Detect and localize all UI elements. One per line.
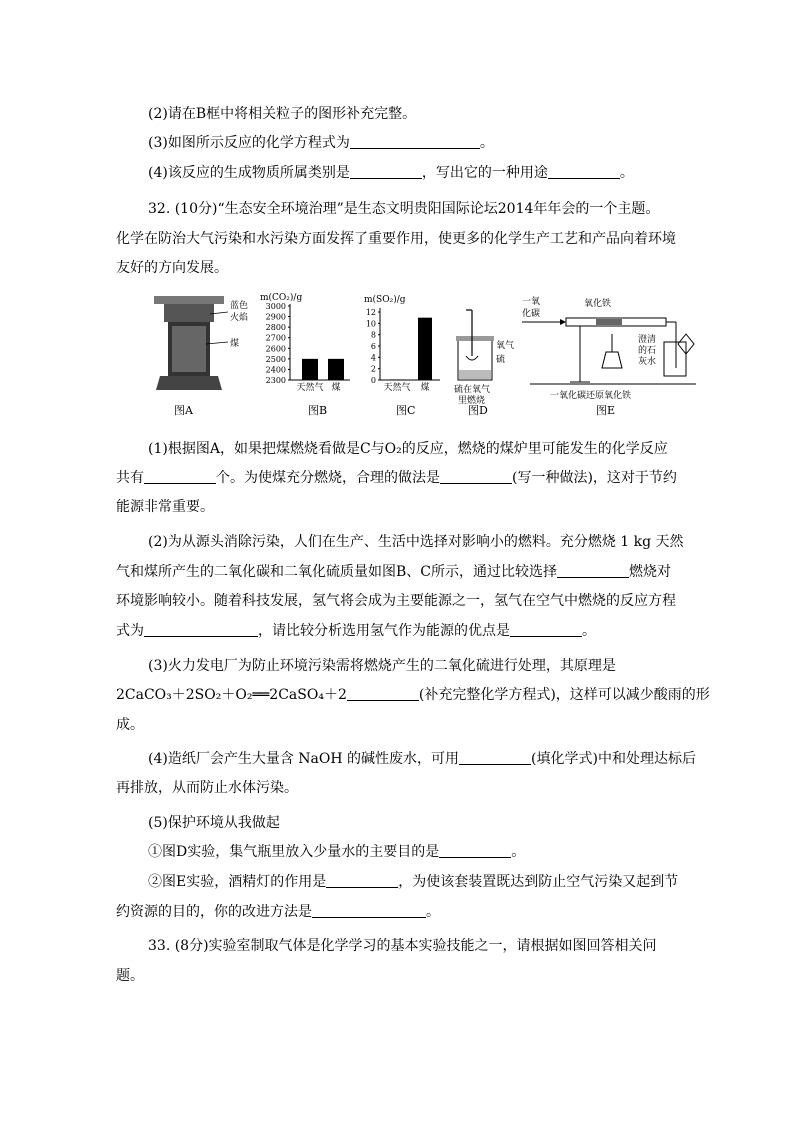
y-tick-label: 2600 bbox=[265, 344, 286, 354]
answer-blank[interactable] bbox=[350, 164, 422, 179]
answer-blank[interactable] bbox=[144, 622, 258, 637]
text: 气和煤所产生的二氧化碳和二氧化硫质量如图B、C所示，通过比较选择 bbox=[116, 564, 557, 580]
y-tick-label: 2700 bbox=[265, 333, 286, 343]
p3-line1: (3)火力发电厂为防止环境污染需将燃烧产生的二氧化硫进行处理，其原理是 bbox=[148, 658, 616, 674]
y-tick-label: 2900 bbox=[265, 312, 286, 322]
fig-e-co-label: 一氧 bbox=[522, 297, 541, 307]
answer-blank[interactable] bbox=[557, 563, 629, 578]
category-label: 天然气 bbox=[296, 383, 324, 393]
p1-line1: (1)根据图A，如果把煤燃烧看做是C与O₂的反应，燃烧的煤炉里可能发生的化学反应 bbox=[148, 441, 668, 457]
category-label: 煤 bbox=[420, 383, 430, 393]
answer-blank[interactable] bbox=[440, 469, 512, 484]
fig-d-note-2: 里燃烧 bbox=[458, 396, 486, 406]
p1-line2 bbox=[116, 468, 677, 488]
text: ，写出它的一种用途 bbox=[421, 165, 548, 181]
q31-part2: (2)请在B框中将相关粒子的图形补充完整。 bbox=[148, 106, 417, 122]
fig-d-note: 硫在氧气 bbox=[454, 385, 491, 395]
text: (4)该反应的生成物质所属类别是 bbox=[148, 165, 350, 181]
fig-e-feoxide-label: 氧化铁 bbox=[584, 299, 612, 309]
p5-heading: (5)保护环境从我做起 bbox=[148, 815, 280, 831]
y-tick-label: 8 bbox=[370, 330, 376, 340]
text: (3)如图所示反应的化学方程式为 bbox=[148, 135, 350, 151]
text: 个。为使煤充分燃烧，合理的做法是 bbox=[216, 470, 440, 486]
p5-sub1 bbox=[148, 842, 525, 862]
caption-d: 图D bbox=[468, 404, 488, 417]
chart-co2 bbox=[260, 292, 350, 393]
answer-blank[interactable] bbox=[510, 622, 582, 637]
fig-e-apparatus bbox=[522, 295, 696, 401]
category-label: 煤 bbox=[331, 383, 341, 393]
fig-e-limewater-label-3: 灰水 bbox=[638, 357, 657, 367]
y-tick-label: 2500 bbox=[265, 354, 286, 364]
p3-line3: 成。 bbox=[116, 717, 144, 733]
text: (填化学式)中和处理达标后 bbox=[531, 751, 696, 767]
text: 。 bbox=[582, 623, 596, 639]
figure-panel bbox=[150, 290, 698, 418]
answer-blank[interactable] bbox=[350, 134, 480, 149]
p4-line2: 再排放，从而防止水体污染。 bbox=[116, 780, 298, 796]
fig-e-title: 一氧化碳还原氧化铁 bbox=[550, 391, 632, 401]
p4-line1 bbox=[148, 749, 696, 769]
q33-line1: 33. (8分)实验室制取气体是化学学习的基本实验技能之一，请根据如图回答相关问 bbox=[148, 938, 657, 954]
p5-sub2-cont bbox=[116, 902, 440, 922]
chart-c-ylabel: m(SO₂)/g bbox=[364, 295, 406, 305]
q31-part3 bbox=[148, 133, 494, 153]
q31-part4 bbox=[148, 163, 634, 183]
answer-blank[interactable] bbox=[347, 686, 419, 701]
answer-blank[interactable] bbox=[548, 164, 620, 179]
caption-b: 图B bbox=[308, 404, 328, 417]
chart-so2 bbox=[364, 294, 440, 393]
answer-blank[interactable] bbox=[459, 750, 531, 765]
text: (补充完整化学方程式)，这样可以减少酸雨的形 bbox=[418, 687, 710, 703]
q32-line1: 32. (10分)“生态安全环境治理”是生态文明贵阳国际论坛2014年年会的一个主题。 bbox=[148, 201, 660, 217]
fig-e-limewater-label: 澄清 bbox=[638, 335, 657, 345]
text: 约资源的目的，你的改进方法是 bbox=[116, 904, 312, 920]
p2-line3: 环境影响较小。随着科技发展，氢气将会成为主要能源之一，氢气在空气中燃烧的反应方程 bbox=[116, 593, 676, 609]
y-tick-label: 3000 bbox=[265, 302, 286, 311]
fig-e-co-label-2: 化碳 bbox=[522, 309, 541, 319]
text: 。 bbox=[619, 165, 634, 181]
text: ，请比较分析选用氢气作为能源的优点是 bbox=[258, 623, 510, 639]
fig-d-jar bbox=[454, 310, 514, 406]
fig-d-oxygen-label: 氧气 bbox=[496, 341, 515, 351]
fig-a-flame-label: 蓝色 bbox=[230, 301, 249, 311]
bar-coal bbox=[328, 359, 344, 380]
y-tick-label: 6 bbox=[370, 342, 376, 351]
bar-natural-gas bbox=[302, 359, 318, 380]
p5-sub2 bbox=[148, 872, 678, 892]
y-tick-label: 2800 bbox=[265, 323, 286, 333]
caption-c: 图C bbox=[396, 404, 416, 417]
text: 式为 bbox=[116, 623, 144, 639]
y-tick-label: 0 bbox=[370, 376, 376, 385]
y-tick-label: 10 bbox=[365, 319, 376, 329]
category-label: 天然气 bbox=[383, 383, 411, 393]
caption-e: 图E bbox=[596, 404, 616, 417]
text: 。 bbox=[426, 904, 440, 920]
fig-a-stove bbox=[154, 296, 248, 390]
q32-line3: 友好的方向发展。 bbox=[116, 260, 228, 276]
y-tick-label: 2400 bbox=[265, 365, 286, 375]
text: (4)造纸厂会产生大量含 NaOH 的碱性废水，可用 bbox=[148, 751, 460, 767]
y-tick-label: 12 bbox=[365, 308, 376, 317]
bar-coal bbox=[418, 318, 432, 380]
answer-blank[interactable] bbox=[326, 873, 398, 888]
answer-blank[interactable] bbox=[439, 843, 511, 858]
fig-d-sulfur-label: 硫 bbox=[496, 355, 506, 365]
y-tick-label: 2300 bbox=[265, 376, 286, 385]
p2-line2 bbox=[116, 562, 671, 582]
chart-b-ylabel: m(CO₂)/g bbox=[260, 293, 303, 303]
text: ①图D实验，集气瓶里放入少量水的主要目的是 bbox=[148, 844, 440, 860]
text: ，为使该套装置既达到防止空气污染又起到节 bbox=[398, 874, 679, 890]
text: ②图E实验，酒精灯的作用是 bbox=[148, 874, 327, 890]
y-tick-label: 4 bbox=[370, 353, 376, 363]
fig-e-limewater-label-2: 的石 bbox=[638, 346, 657, 356]
answer-blank[interactable] bbox=[144, 469, 216, 484]
text: 。 bbox=[511, 844, 526, 860]
fig-a-flame-label-2: 火焰 bbox=[230, 313, 249, 323]
equation: 2CaCO₃＋2SO₂＋O₂══2CaSO₄＋2 bbox=[116, 687, 347, 703]
q33-line2: 题。 bbox=[116, 968, 144, 984]
bar-natural-gas bbox=[390, 379, 404, 380]
q32-line2: 化学在防治大气污染和水污染方面发挥了重要作用，使更多的化学生产工艺和产品向着环境 bbox=[116, 231, 676, 247]
y-tick-label: 2 bbox=[370, 364, 376, 374]
text: 。 bbox=[479, 135, 494, 151]
answer-blank[interactable] bbox=[312, 903, 426, 918]
p1-line3: 能源非常重要。 bbox=[116, 499, 214, 515]
text: 燃烧对 bbox=[629, 564, 671, 580]
p3-line2 bbox=[116, 685, 710, 705]
p2-line4 bbox=[116, 621, 596, 641]
text: (写一种做法)，这对于节约 bbox=[512, 470, 677, 486]
text: 共有 bbox=[116, 470, 144, 486]
caption-a: 图A bbox=[174, 404, 193, 417]
p2-line1: (2)为从源头消除污染，人们在生产、生活中选择对影响小的燃料。充分燃烧 1 kg 天然 bbox=[148, 534, 684, 550]
fig-a-coal-label: 煤 bbox=[230, 339, 240, 349]
